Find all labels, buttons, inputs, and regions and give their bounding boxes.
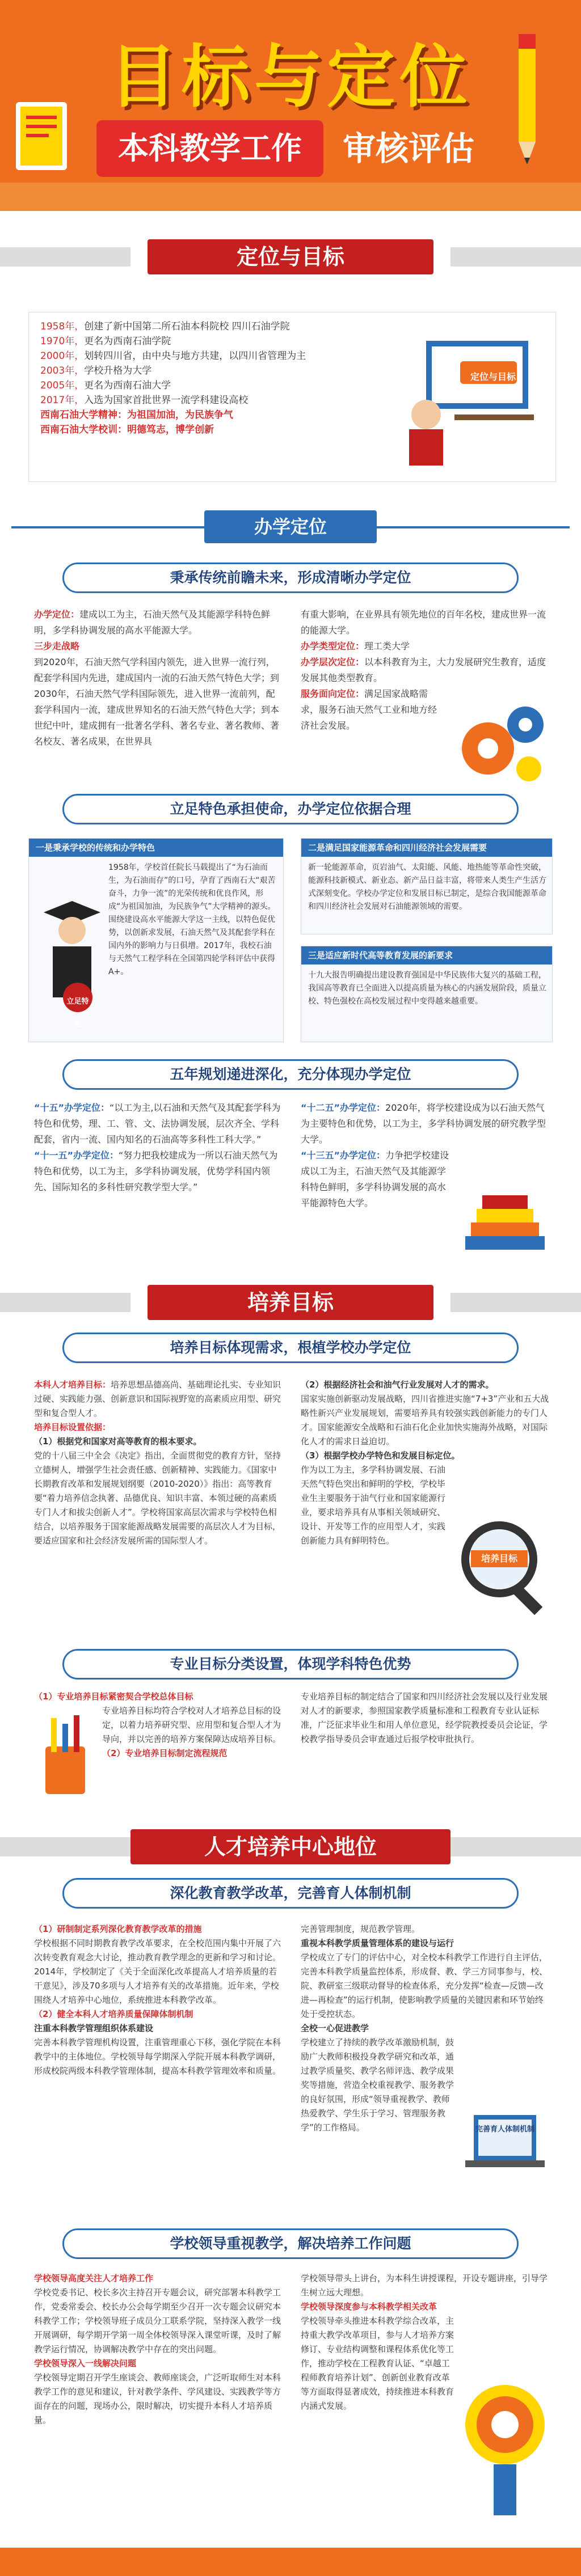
training-right-column bbox=[301, 1378, 550, 1633]
banner-wing-left bbox=[0, 247, 130, 267]
plan-right-column bbox=[301, 1100, 550, 1270]
subheading: 学校领导深入一线解决问题 bbox=[34, 2358, 137, 2368]
text: 学校建立了持续的教学改革激励机制，鼓励广大教师积极投身教学研究和改革，通过教学质量奖、教学名师评选、教学成果奖等措施，营造全校重视教学、服务教学的良好氛围，形成“领导重视教学、教师热爱教学、学生乐于学习、管理服务教学”的工作格局。 bbox=[301, 2037, 454, 2133]
subtitle-group bbox=[96, 120, 494, 177]
label: 本科人才培养目标： bbox=[34, 1380, 111, 1390]
topic-pill: 秉承传统前瞻未来，形成清晰办学定位 bbox=[62, 562, 519, 593]
timeline-text: 划转四川省，由中央与地方共建，以四川省管理为主 bbox=[84, 350, 306, 362]
timeline-year: 2000年， bbox=[40, 350, 85, 362]
reform-left-column bbox=[34, 1922, 284, 2217]
box-title: 一是秉承学校的传统和办学特色 bbox=[29, 839, 283, 857]
timeline-item bbox=[40, 319, 358, 334]
label: 办学类型定位： bbox=[301, 641, 365, 652]
timeline-item bbox=[40, 363, 358, 378]
subheading: （1）专业培养目标紧密契合学校总体目标 bbox=[34, 1691, 193, 1702]
text: 国家实施创新驱动发展战略，四川省推进实施“7+3”产业和五大战略性新兴产业发展规划，需要培养具有较强实践创新能力的专门人才。国家能源安全战略和石油石化企业加快实施海外战略，对国际化人才的需求日益迫切。 bbox=[301, 1394, 549, 1446]
training-badge: 培养目标 bbox=[471, 1550, 528, 1567]
heading: 注重本科教学管理组织体系建设 bbox=[34, 2023, 154, 2033]
section-title: 人才培养中心地位 bbox=[130, 1829, 451, 1864]
magnifier-illustration bbox=[454, 1514, 550, 1622]
text: 以本科教育为主，大力发展研究生教育，适度发展其他类型教育。 bbox=[301, 657, 546, 683]
page-title: 目标与定位 bbox=[109, 38, 472, 117]
text: 党的十八届三中全会《决定》指出，全面贯彻党的教育方针，坚持立德树人，增强学生社会责任感、创新精神、实践能力。《国家中长期教育改革和发展规划纲要（2010-2020）》指出：高等教育要“着力培养信念执著、品德优良、知识丰富、本领过硬的高素质专门人才和拔尖创新人才”。学校将国家高层次需求与学校特色相结合，以培养服务于国家能源战略发展需要的高层次人才为目标，要适应国家和社会经济发展所需的国际型人才。 bbox=[34, 1450, 281, 1546]
label: “十一五”办学定位： bbox=[34, 1150, 119, 1161]
label: 服务面向定位： bbox=[301, 688, 365, 699]
history-timeline bbox=[28, 312, 556, 482]
gears-illustration bbox=[454, 697, 550, 788]
text: 学校领导牵头推进本科教学综合改革，主持重大教学改革项目，参与人才培养方案修订、专业结构调整和课程体系优化等工作，推动学校在工程教育认证、“卓越工程师教育培养计划”、创新创业教育改革等方面取得显著成效，持续推进本科教育内涵式发展。 bbox=[301, 2316, 454, 2411]
label: “十三五”办学定位： bbox=[301, 1150, 386, 1161]
banner-wing-right bbox=[451, 1293, 581, 1312]
text: 满足国家战略需求，服务石油天然气工业和地方经济社会发展。 bbox=[301, 688, 437, 731]
heading: 重视本科教学质量管理体系的建设与运行 bbox=[301, 1938, 454, 1948]
banner-wing-right bbox=[451, 247, 581, 267]
label: “十二五”办学定位： bbox=[301, 1102, 386, 1113]
leadership-left-column bbox=[34, 2272, 284, 2538]
label: 办学层次定位： bbox=[301, 657, 365, 667]
text: 作为以工为主，多学科协调发展、石油天然气特色突出和鲜明的学校，学校毕业生主要服务于油气行业和国家能源行业，要求培养具有从事相关领域研究、设计、开发等工作的应用型人才，实践创新能力具有鲜明特色。 bbox=[301, 1465, 446, 1546]
subsection-title: 办学定位 bbox=[204, 510, 377, 543]
laptop-illustration bbox=[462, 2092, 548, 2206]
positioning-left-column bbox=[34, 607, 284, 788]
text: 有重大影响，在业界具有领先地位的百年名校，建成世界一流的能源大学。 bbox=[301, 609, 546, 636]
pencil-cup-illustration bbox=[34, 1712, 96, 1797]
training-left-column bbox=[34, 1378, 284, 1633]
timeline-text: 创建了新中国第二所石油本科院校 四川石油学院 bbox=[84, 321, 290, 332]
label: 办学定位： bbox=[34, 609, 80, 620]
thinking-head-illustration bbox=[460, 2368, 550, 2527]
topic-pill: 立足特色承担使命，办学定位依据合理 bbox=[62, 794, 519, 824]
text: 培养思想品德高尚、基础理论扎实、专业知识过硬、实践能力强、创新意识和国际视野宽的高素质应用型、研究型和复合型人才。 bbox=[34, 1380, 281, 1418]
section-title: 培养目标 bbox=[148, 1285, 433, 1320]
university-spirit: 西南石油大学精神：为祖国加油，为民族争气 bbox=[40, 409, 233, 421]
hero-stripe bbox=[0, 183, 581, 211]
box-text: 新一轮能源革命，页岩油气、太阳能、风能、地热能等革命性突破，能源科技新模式、新业态、新产品日益丰富，将带来人类生产生活方式深刻变化。学校办学定位和发展目标已制定，是综合我国能源革命和四川经济社会发展对石油能源领域的需要。 bbox=[308, 863, 546, 911]
text: 到2020年，石油天然气学科国内领先，进入世界一流行列，配套学科国内先进，建成国内一流的石油天然气特色大学；到2030年，石油天然气学科国际领先，进入世界一流前列，配套学科国内一流，建成世界知名的石油天然气特色大学；到本世纪中叶，建成拥有一批著名学科、著名专业、著名教师、著名校友、著名成果，在世界具 bbox=[34, 657, 280, 747]
topic-pill: 培养目标体现需求，根植学校办学定位 bbox=[62, 1333, 519, 1363]
mechanism-badge: 完善育人体制机制 bbox=[475, 2125, 534, 2134]
teacher-board-illustration bbox=[392, 329, 540, 466]
text: “努力把我校建成为一所以石油天然气为特色和优势，以工为主，多学科协调发展，优势学科国内领先、国际知名的多科性研究教学型大学。” bbox=[34, 1150, 278, 1192]
text: 完善本科教学管理机构设置，注重管理重心下移，强化学院在本科教学中的主体地位。学校领导每学期深入学院开展本科教学调研，形成校院两级本科教学管理体制，提高本科教学管理效率和质量。 bbox=[34, 2037, 281, 2076]
timeline-text: 入选为国家首批世界一流学科建设高校 bbox=[84, 395, 249, 406]
timeline-text: 更名为西南石油大学 bbox=[84, 380, 171, 391]
subheading: （3）根据学校办学特色和发展目标定位。 bbox=[301, 1450, 460, 1461]
banner-wing-right bbox=[451, 1837, 581, 1856]
timeline-year: 2017年， bbox=[40, 395, 85, 406]
text: 理工类大学 bbox=[364, 641, 410, 652]
footer-band bbox=[0, 2548, 581, 2576]
section-banner-training bbox=[0, 1283, 581, 1322]
topic-pill: 学校领导重视教学，解决培养工作问题 bbox=[62, 2228, 519, 2259]
subtitle-right: 审核评估 bbox=[342, 129, 474, 168]
timeline-year: 2003年， bbox=[40, 365, 85, 377]
plan-left-column bbox=[34, 1100, 284, 1270]
hero-banner bbox=[0, 0, 581, 211]
text: 学校领导带头上讲台，为本科生讲授课程，开设专题讲座，引导学生树立远大理想。 bbox=[301, 2273, 548, 2298]
box-text: 1958年，学校首任院长马载提出了“为石油而生，为石油而存”的口号，孕育了西南石大“艰苦奋斗，力争一流”的光荣传统和优良作风，形成“为祖国加油，为民族争气”大学精神的源头。围绕建设高水平能源大学这一主线，以特色促优势，以创新求发展，石油天然气及其配套学科在国内外的影响力与日俱增。2017年，我校石油与天然气工程学科在全国第四轮学科评估中获得A+。 bbox=[108, 863, 276, 976]
heading: 培养目标设置依据： bbox=[34, 1422, 111, 1432]
basis-box-energy bbox=[301, 838, 553, 934]
text: 专业培养目标的制定结合了国家和四川经济社会发展以及行业发展对人才的新要求，参照国家教学质量标准和工程教育专业认证标准，广泛征求毕业生和用人单位意见，经学院教授委员会论证，学校教学指导委员会审查通过后报学校审批执行。 bbox=[301, 1691, 548, 1744]
major-goal-left-column bbox=[34, 1690, 284, 1820]
text: 专业培养目标均符合学校对人才培养总目标的设定，以着力培养研究型、应用型和复合型人才为导向，并以完善的培养方案保障达成培养目标。 bbox=[102, 1706, 281, 1744]
subheading: （2）健全本科人才培养质量保障体制机制 bbox=[34, 2009, 193, 2019]
topic-pill: 专业目标分类设置，体现学科特色优势 bbox=[62, 1649, 519, 1680]
section-banner-center bbox=[0, 1827, 581, 1867]
label: “十五”办学定位： bbox=[34, 1102, 110, 1113]
subheading: （2）专业培养目标制定流程规范 bbox=[102, 1748, 228, 1758]
subheading: 学校领导深度参与本科教学相关改革 bbox=[301, 2302, 437, 2312]
subtitle-left: 本科教学工作 bbox=[96, 120, 323, 177]
positioning-right-column bbox=[301, 607, 550, 788]
subheading: 学校领导高度关注人才培养工作 bbox=[34, 2273, 154, 2283]
label: 三步走战略 bbox=[34, 641, 80, 652]
section-title: 定位与目标 bbox=[148, 239, 433, 274]
text: 力争把学校建设成以工为主，石油天然气及其能源学科特色鲜明，多学科协调发展的高水平能源特色大学。 bbox=[301, 1150, 449, 1208]
timeline-item bbox=[40, 393, 358, 408]
box-title: 二是满足国家能源革命和四川经济社会发展需要 bbox=[301, 839, 552, 857]
timeline-item bbox=[40, 378, 358, 393]
basis-box-era bbox=[301, 946, 553, 1042]
subheading: （2）根据经济社会和油气行业发展对人才的需求。 bbox=[301, 1380, 494, 1390]
timeline-item bbox=[40, 349, 358, 363]
text: 学校成立了专门的评估中心，对全校本科教学工作进行自主评估，完善本科教学质量监控体系，形成督、教、学三方同事参与，校、院、教研室三级联动督导的检查体系，充分发挥“检查—反馈—改进—再检查”的运行机制，使影响教学质量的关键因素和环节始终处于受控状态。 bbox=[301, 1952, 548, 2019]
badge-label: 立足特色 bbox=[66, 997, 89, 1029]
topic-pill: 深化教育教学改革，完善育人体制机制 bbox=[62, 1878, 519, 1909]
text: 学校领导定期召开学生座谈会、教师座谈会，广泛听取师生对本科教学工作的意见和建议，针对教学条件、学风建设、实践教学等方面存在的问题，现场办公，限时解决，切实提升本科人才培养质量。 bbox=[34, 2372, 281, 2425]
topic-pill: 五年规划递进深化，充分体现办学定位 bbox=[62, 1059, 519, 1090]
divider-line bbox=[11, 526, 204, 528]
timeline-text: 更名为西南石油学院 bbox=[84, 336, 171, 347]
banner-wing-left bbox=[0, 1293, 130, 1312]
divider-line bbox=[377, 526, 570, 528]
books-illustration bbox=[460, 1185, 550, 1264]
timeline-year: 1970年， bbox=[40, 336, 85, 347]
text: 完善管理制度，规范教学管理。 bbox=[301, 1924, 420, 1934]
banner-wing-left bbox=[0, 1837, 130, 1856]
reform-right-column bbox=[301, 1922, 550, 2217]
subheading: （1）根据党和国家对高等教育的根本要求。 bbox=[34, 1436, 202, 1446]
text: 2020年，将学校建设成为以石油天然气为主要特色和优势，以工为主，多学科协调发展的研究教学型大学。 bbox=[301, 1102, 546, 1145]
leadership-right-column bbox=[301, 2272, 550, 2538]
timeline-year: 2005年， bbox=[40, 380, 85, 391]
basis-box-tradition bbox=[28, 838, 284, 1042]
subsection-head-positioning bbox=[0, 510, 581, 545]
timeline-item bbox=[40, 334, 358, 349]
text: “以工为主,以石油和天然气及其配套学科为特色和优势，理、工、管、文、法协调发展，层次齐全、学科配套，省内一流、国内知名的石油高等多科性工科大学。” bbox=[34, 1102, 281, 1145]
section-banner-positioning bbox=[0, 237, 581, 277]
timeline-list bbox=[40, 319, 358, 437]
major-goal-right-column bbox=[301, 1690, 550, 1820]
university-motto: 西南石油大学校训：明德笃志，博学创新 bbox=[40, 424, 214, 435]
box-text: 十九大报告明确提出建设教育强国是中华民族伟大复兴的基础工程，我国高等教育已全面进入以提高质量为核心的内涵发展阶段，质量立校、特色强校在高校发展过程中变得越来越重要。 bbox=[308, 971, 546, 1006]
subheading: （1）研制制定系列深化教育教学改革的措施 bbox=[34, 1924, 202, 1934]
text: 学校根据不同时期教育教学改革要求，在全校范围内集中开展了六次转变教育观念大讨论，推动教育教学理念的更新和学习和讨论。2014年，学校制定了《关于全面深化改革提高人才培养质量的若干意见》，涉及70多项与人才培养有关的改革措施。近年来，学校围绕人才培养中心地位，系统推进本科教学改革。 bbox=[34, 1938, 281, 2005]
timeline-year: 1958年， bbox=[40, 321, 85, 332]
text: 建成以工为主，石油天然气及其能源学科特色鲜明，多学科协调发展的高水平能源大学。 bbox=[34, 609, 271, 636]
positioning-badge: 定位与目标 bbox=[470, 371, 516, 382]
heading: 全校一心促进教学 bbox=[301, 2023, 369, 2033]
text: 学校党委书记、校长多次主持召开专题会议，研究部署本科教学工作，党委常委会、校长办公会每学期至少召开一次专题会议研究本科教学工作；学校领导班子成员分工联系学院，坚持深入教学一线开展调研，每学期开学第一周全体校领导深入课堂听课，及时了解教学运行情况，协调解决教学中存在的突出问题。 bbox=[34, 2287, 281, 2354]
box-title: 三是适应新时代高等教育发展的新要求 bbox=[301, 946, 552, 965]
timeline-text: 学校升格为大学 bbox=[84, 365, 152, 377]
